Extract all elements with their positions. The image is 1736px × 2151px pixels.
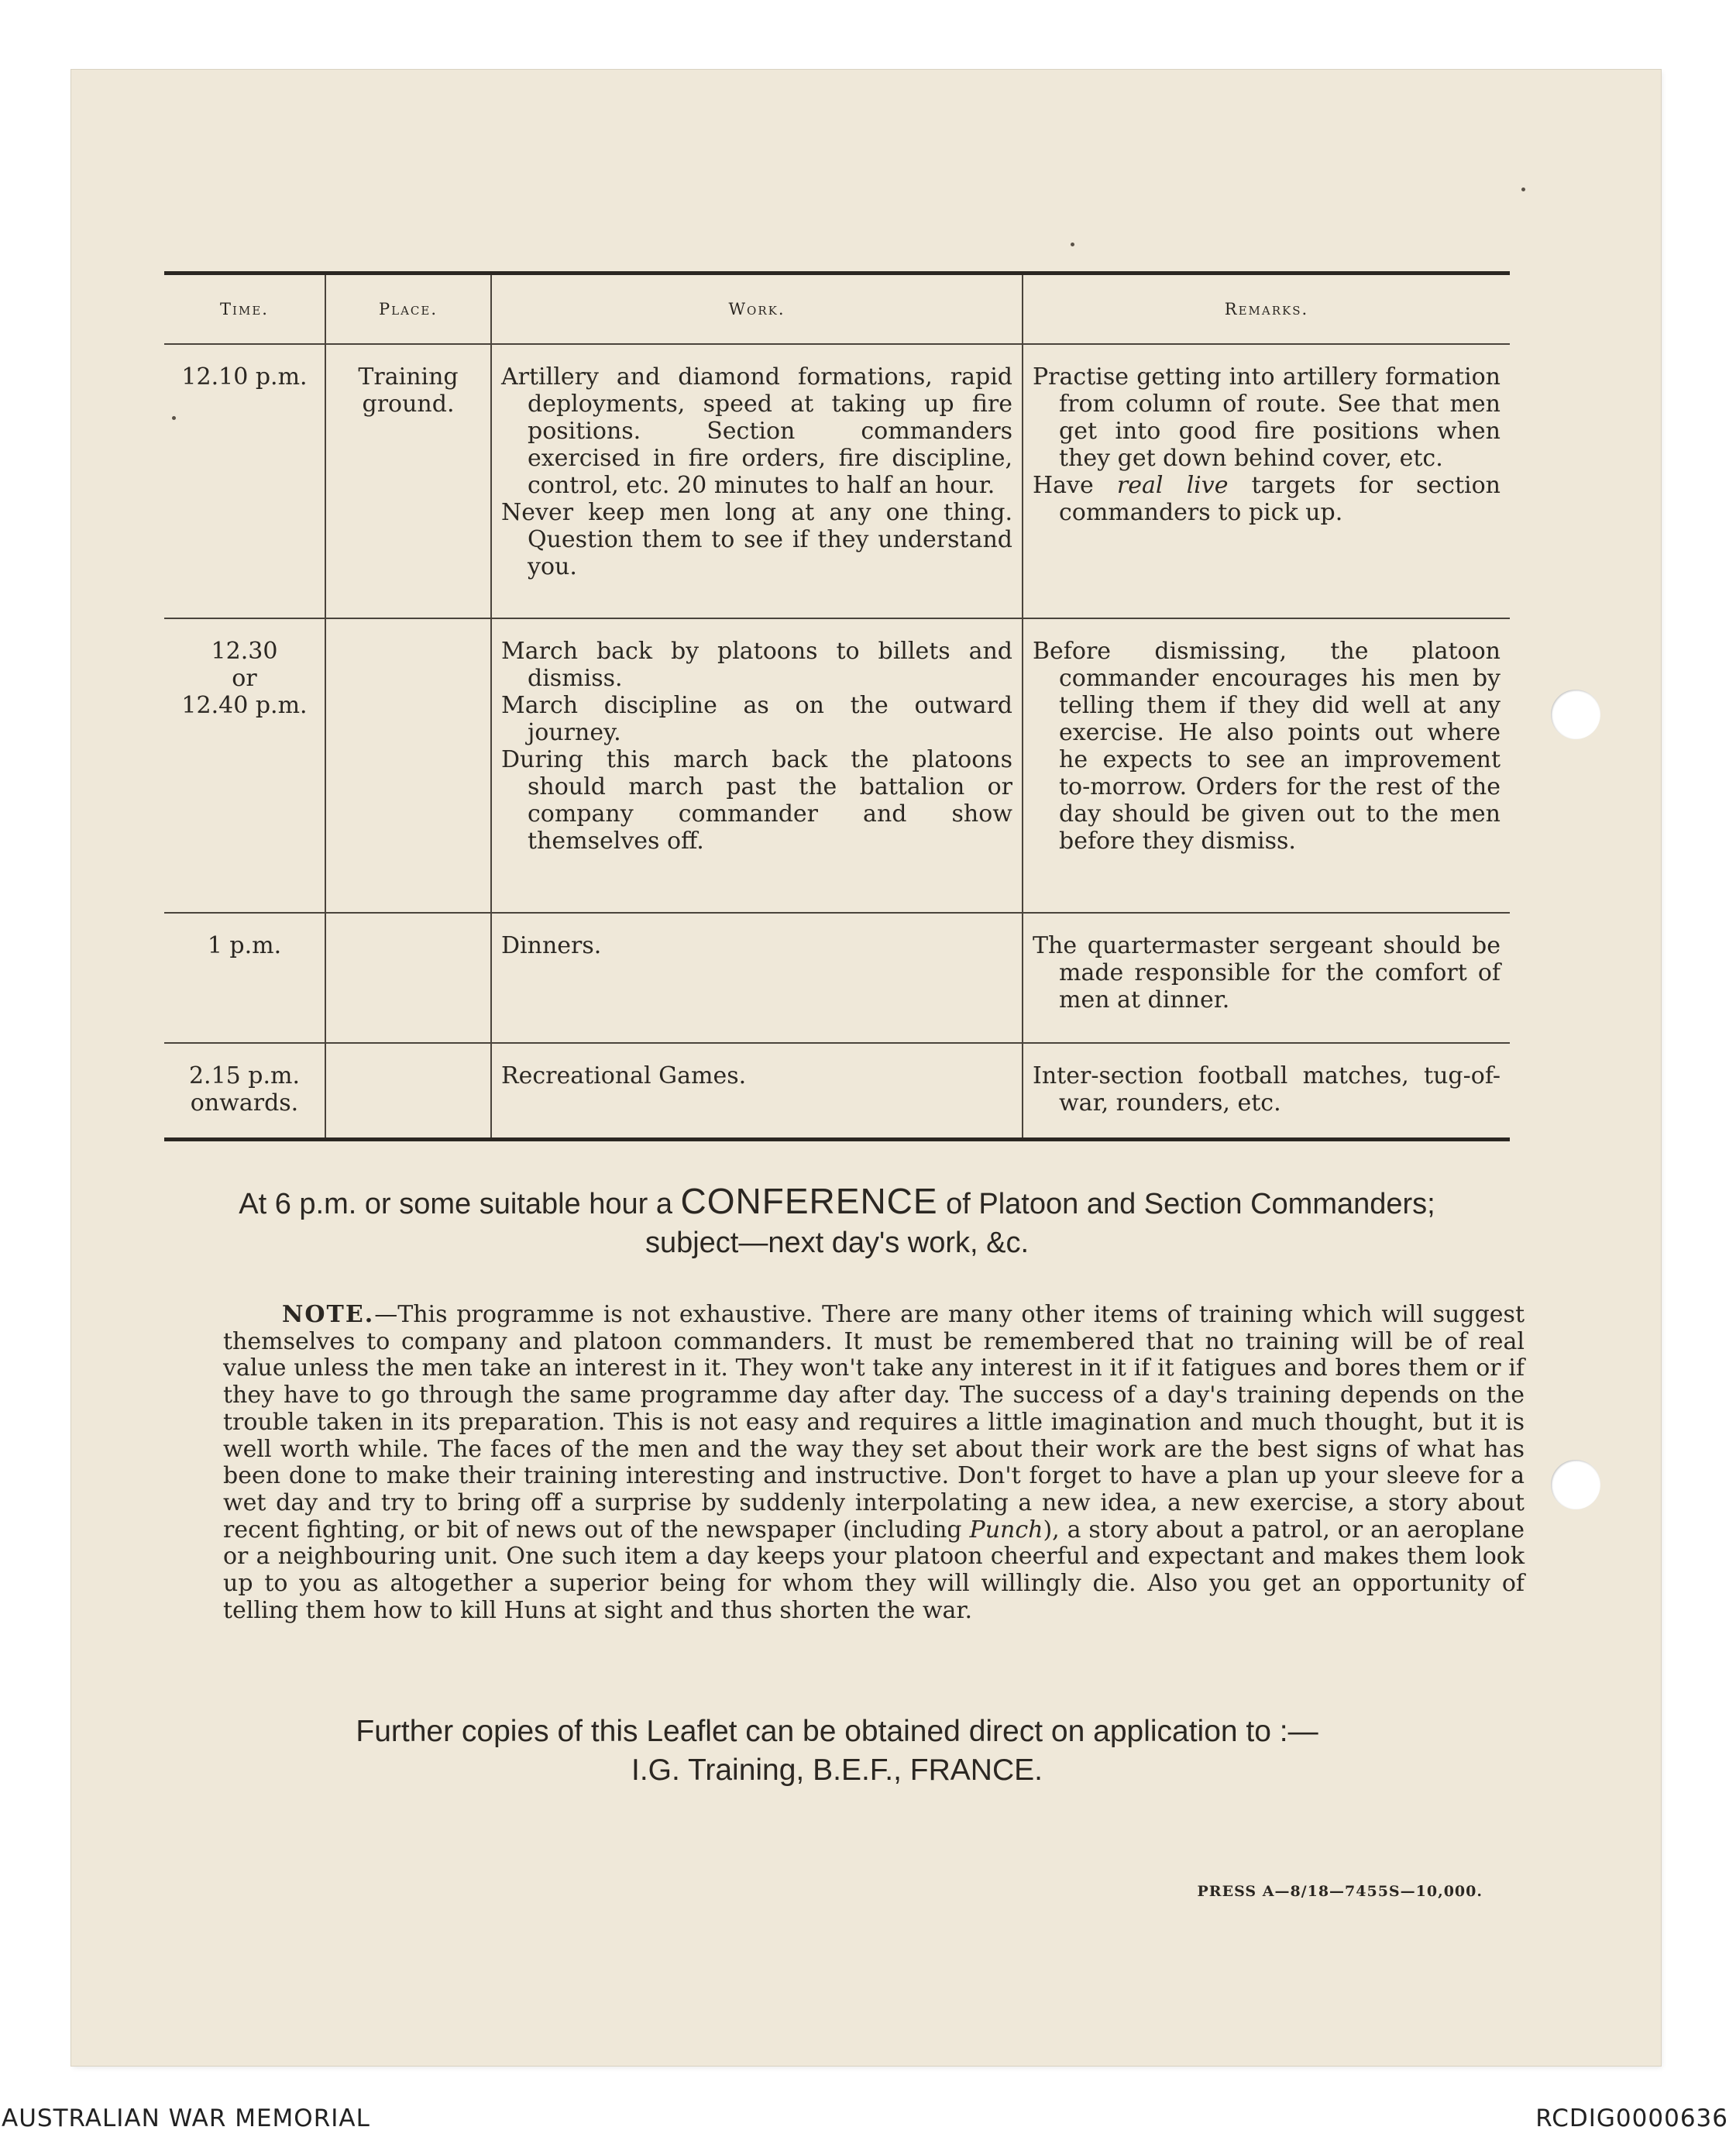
time-cell: 2.15 p.m. onwards. xyxy=(164,1043,325,1137)
place-cell: Training ground. xyxy=(325,344,491,618)
table-header-row xyxy=(164,275,1510,344)
remarks-cell xyxy=(1023,1043,1510,1137)
place-cell xyxy=(325,913,491,1043)
place-cell xyxy=(325,1043,491,1137)
time-cell: 1 p.m. xyxy=(164,913,325,1043)
further-line-2: I.G. Training, B.E.F., FRANCE. xyxy=(631,1753,1043,1787)
table-bottom-rule xyxy=(164,1137,1510,1141)
work-cell xyxy=(491,913,1023,1043)
conference-keyword: CONFERENCE xyxy=(680,1181,938,1221)
conference-line-2: subject—next day's work, &c. xyxy=(645,1227,1030,1259)
work-paragraph: March back by platoons to billets and dismiss. xyxy=(501,638,1012,692)
work-paragraph: Artillery and diamond formations, rapid deployments, speed at taking up fire positions. Section commanders exercised in fire orders, fire discipline, control, etc. 20 minutes to half an hour. xyxy=(501,363,1012,499)
work-paragraph: Never keep men long at any one thing. Question them to see if they understand you. xyxy=(501,499,1012,580)
remarks-cell xyxy=(1023,913,1510,1043)
paper-speck xyxy=(1521,188,1525,191)
work-paragraph: During this march back the platoons should march past the battalion or company commander and show themselves off. xyxy=(501,746,1012,855)
training-schedule-table xyxy=(164,271,1510,1141)
emphasis-text: Punch xyxy=(969,1516,1043,1544)
table-row xyxy=(164,913,1510,1043)
remarks-paragraph: Before dismissing, the platoon commander encourages his men by telling them if they did well at any exercise. He also points out where he expects to see an improvement to-morrow. Orders for the rest of the day should be given out to the men before they dismiss. xyxy=(1033,638,1501,855)
time-cell: 12.30 or 12.40 p.m. xyxy=(164,618,325,913)
punch-hole-upper xyxy=(1551,690,1600,739)
remarks-paragraph: Inter-section football matches, tug-of-war, rounders, etc. xyxy=(1033,1062,1501,1117)
note-paragraph: NOTE.—This programme is not exhaustive. There are many other items of training which will suggest themselves to company and platoon commanders. It must be remembered that no training will be of real value unless the men take an interest in it. They won't take any interest in it if it fatigues and bores them or if they have to go through the same programme day after day. The success of a day's training depends on the trouble taken in its preparation. This is not easy and requires a little imagination and much thought, but it is well worth while. The faces of the men and the way they set about their work are the best signs of what has been done to make their training interesting and instructive. Don't forget to have a plan up your sleeve for a wet day and try to bring off a surprise by suddenly interpolating a new idea, a new exercise, a story about recent fighting, or bit of news out of the newspaper (including Punch), a story about a patrol, or an aeroplane or a neighbouring unit. One such item a day keeps your platoon cheerful and expectant and makes them look up to you as altogether a superior being for whom they will willingly die. Also you get an opportunity of telling them how to kill Huns at sight and thus shorten the war. xyxy=(223,1301,1525,1624)
work-paragraph: Dinners. xyxy=(501,932,602,959)
remarks-paragraph: The quartermaster sergeant should be made responsible for the comfort of men at dinner. xyxy=(1033,932,1501,1014)
emphasis-text: real live xyxy=(1116,472,1229,499)
table-row xyxy=(164,344,1510,618)
conference-line-1: At 6 p.m. or some suitable hour a CONFERENCE of Platoon and Section Commanders; xyxy=(239,1181,1435,1221)
header-remarks: Remarks. xyxy=(1023,275,1510,344)
header-time: Time. xyxy=(164,275,325,344)
work-cell xyxy=(491,618,1023,913)
press-imprint: PRESS A—8/18—7455S—10,000. xyxy=(1197,1883,1483,1900)
work-cell xyxy=(491,1043,1023,1137)
further-copies-notice xyxy=(164,1712,1510,1790)
paper-speck xyxy=(1071,243,1074,246)
table-row xyxy=(164,618,1510,913)
time-cell: 12.10 p.m. xyxy=(164,344,325,618)
remarks-paragraph: Practise getting into artillery formation from column of route. See that men get into good fire positions when they get down behind cover, etc. xyxy=(1033,363,1501,472)
header-work: Work. xyxy=(491,275,1023,344)
remarks-paragraph: Have real live targets for section commanders to pick up. xyxy=(1033,472,1501,526)
work-paragraph: March discipline as on the outward journey. xyxy=(501,692,1012,746)
work-paragraph: Recreational Games. xyxy=(501,1062,747,1089)
conference-notice xyxy=(164,1182,1510,1262)
punch-hole-lower xyxy=(1551,1460,1600,1509)
table-row xyxy=(164,1043,1510,1137)
footer-archive-name: AUSTRALIAN WAR MEMORIAL xyxy=(2,2105,370,2132)
header-place: Place. xyxy=(325,275,491,344)
place-cell xyxy=(325,618,491,913)
note-label: NOTE. xyxy=(282,1301,375,1328)
remarks-cell xyxy=(1023,344,1510,618)
remarks-cell xyxy=(1023,618,1510,913)
work-cell xyxy=(491,344,1023,618)
footer-catalog-id: RCDIG0000636 xyxy=(1535,2105,1728,2132)
further-line-1: Further copies of this Leaflet can be obtained direct on application to :— xyxy=(356,1715,1318,1748)
